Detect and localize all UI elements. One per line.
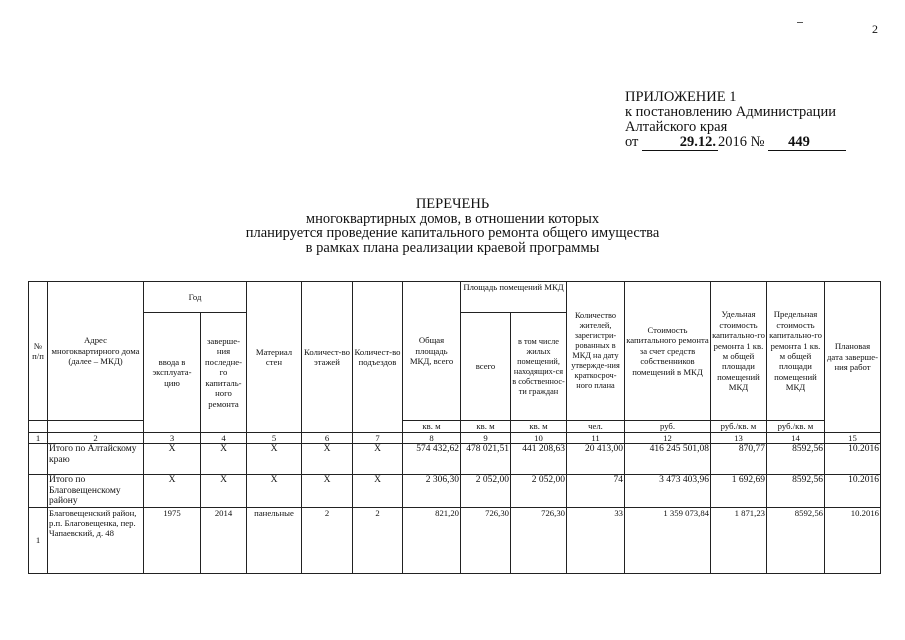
- heading-line-3: планируется проведение капитального ремонта общего имущества: [245, 225, 660, 241]
- row-wall: Х: [247, 444, 302, 475]
- row-limit-cost: 8592,56: [767, 475, 825, 507]
- header-address-cont: [48, 421, 144, 433]
- col-number: 5: [247, 433, 302, 444]
- page-number: 2: [872, 22, 878, 36]
- unit-unit-cost: руб./кв. м: [711, 421, 767, 433]
- row-year-repair: 2014: [201, 507, 247, 573]
- row-area-resident: 441 208,63: [511, 444, 567, 475]
- row-cost: 416 245 501,08: [625, 444, 711, 475]
- decree-year: 2016 №: [718, 134, 765, 150]
- row-wall: панельные: [247, 507, 302, 573]
- header-area-group: Площадь помещений МКД: [461, 282, 567, 313]
- table-row-total-region: [29, 444, 881, 475]
- unit-area-all: кв. м: [461, 421, 511, 433]
- corner-mark: [797, 22, 803, 23]
- col-number: 15: [825, 433, 881, 444]
- heading-line-2: многоквартирных домов, в отношении которых: [305, 210, 600, 227]
- col-number: 12: [625, 433, 711, 444]
- header-cost: Стоимость капитального ремонта за счет средств собственников помещений в МКД: [625, 282, 711, 421]
- header-area-resident: в том числе жилых помещений, находящих-ся в собственнос-ти граждан: [511, 313, 567, 421]
- row-residents: 33: [567, 507, 625, 573]
- decree-date: 29.12.: [642, 135, 718, 151]
- unit-residents: чел.: [567, 421, 625, 433]
- housing-register-table: [28, 281, 881, 574]
- row-total-area: 821,20: [403, 507, 461, 573]
- row-floors: Х: [302, 475, 353, 507]
- header-year-commission: ввода в эксплуата-цию: [144, 313, 201, 433]
- col-number: 8: [403, 433, 461, 444]
- row-unit-cost: 870,77: [711, 444, 767, 475]
- header-limit-cost: Предельная стоимость капитально-го ремонта 1 кв. м общей площади помещений МКД: [767, 282, 825, 421]
- header-num: № п/п: [29, 282, 48, 421]
- row-total-area: 2 306,30: [403, 475, 461, 507]
- row-num: [29, 475, 48, 507]
- col-number: 1: [29, 433, 48, 444]
- header-entrances: Количест-во подъездов: [353, 282, 403, 433]
- appendix-title: ПРИЛОЖЕНИЕ 1: [625, 89, 737, 105]
- row-floors: 2: [302, 507, 353, 573]
- header-floors: Количест-во этажей: [302, 282, 353, 433]
- unit-cost: руб.: [625, 421, 711, 433]
- appendix-date-line: [625, 135, 846, 151]
- header-year-repair: заверше-ния последне-го капиталь-ного ремонта: [201, 313, 247, 433]
- heading-line-4: в рамках плана реализации краевой программы: [305, 239, 600, 256]
- table-row: [29, 507, 881, 573]
- row-limit-cost: 8592,56: [767, 444, 825, 475]
- row-cost: 3 473 403,96: [625, 475, 711, 507]
- col-number: 11: [567, 433, 625, 444]
- row-limit-cost: 8592,56: [767, 507, 825, 573]
- col-number: 4: [201, 433, 247, 444]
- unit-area-resident: кв. м: [511, 421, 567, 433]
- row-wall: Х: [247, 475, 302, 507]
- header-area-all: всего: [461, 313, 511, 421]
- row-year-repair: Х: [201, 475, 247, 507]
- col-number: 3: [144, 433, 201, 444]
- appendix-line-3: Алтайского края: [625, 119, 728, 135]
- col-number: 6: [302, 433, 353, 444]
- heading-line-1: ПЕРЕЧЕНЬ: [415, 196, 490, 212]
- table-row-total-district: [29, 475, 881, 507]
- row-address: Благовещенский район, р.п. Благовещенка, пер. Чапаевский, д. 48: [48, 507, 144, 573]
- col-number: 13: [711, 433, 767, 444]
- col-number: 10: [511, 433, 567, 444]
- header-wall: Материал стен: [247, 282, 302, 433]
- col-number: 14: [767, 433, 825, 444]
- header-planned-date: Плановая дата заверше-ния работ: [825, 282, 881, 433]
- row-total-area: 574 432,62: [403, 444, 461, 475]
- row-area-all: 478 021,51: [461, 444, 511, 475]
- row-year-repair: Х: [201, 444, 247, 475]
- row-entrances: 2: [353, 507, 403, 573]
- row-year-commission: Х: [144, 444, 201, 475]
- row-address: Итого по Алтайскому краю: [48, 444, 144, 475]
- row-area-all: 2 052,00: [461, 475, 511, 507]
- header-address: Адрес многоквартирного дома (далее – МКД): [48, 282, 144, 421]
- row-residents: 20 413,00: [567, 444, 625, 475]
- row-entrances: Х: [353, 444, 403, 475]
- header-num-cont: [29, 421, 48, 433]
- row-address: Итого по Благовещенскому району: [48, 475, 144, 507]
- col-number: 7: [353, 433, 403, 444]
- row-year-commission: Х: [144, 475, 201, 507]
- row-area-resident: 2 052,00: [511, 475, 567, 507]
- row-area-resident: 726,30: [511, 507, 567, 573]
- row-num: 1: [29, 507, 48, 573]
- header-residents: Количество жителей, зарегистри-рованных в МКД на дату утвержде-ния краткосроч-ного плана: [567, 282, 625, 421]
- document-heading: [0, 197, 905, 255]
- row-floors: Х: [302, 444, 353, 475]
- appendix-block: [625, 90, 846, 151]
- row-planned-date: 10.2016: [825, 507, 881, 573]
- header-total-area: Общая площадь МКД, всего: [403, 282, 461, 421]
- row-unit-cost: 1 692,69: [711, 475, 767, 507]
- unit-total-area: кв. м: [403, 421, 461, 433]
- row-planned-date: 10.2016: [825, 444, 881, 475]
- from-label: от: [625, 134, 639, 150]
- row-cost: 1 359 073,84: [625, 507, 711, 573]
- appendix-line-2: к постановлению Администрации: [625, 104, 836, 120]
- decree-number: 449: [768, 135, 846, 151]
- row-residents: 74: [567, 475, 625, 507]
- row-area-all: 726,30: [461, 507, 511, 573]
- row-num: [29, 444, 48, 475]
- unit-limit-cost: руб./кв. м: [767, 421, 825, 433]
- header-unit-cost: Удельная стоимость капитально-го ремонта 1 кв. м общей площади помещений МКД: [711, 282, 767, 421]
- header-year-group: Год: [144, 282, 247, 313]
- row-unit-cost: 1 871,23: [711, 507, 767, 573]
- col-number: 2: [48, 433, 144, 444]
- col-number: 9: [461, 433, 511, 444]
- row-planned-date: 10.2016: [825, 475, 881, 507]
- row-year-commission: 1975: [144, 507, 201, 573]
- row-entrances: Х: [353, 475, 403, 507]
